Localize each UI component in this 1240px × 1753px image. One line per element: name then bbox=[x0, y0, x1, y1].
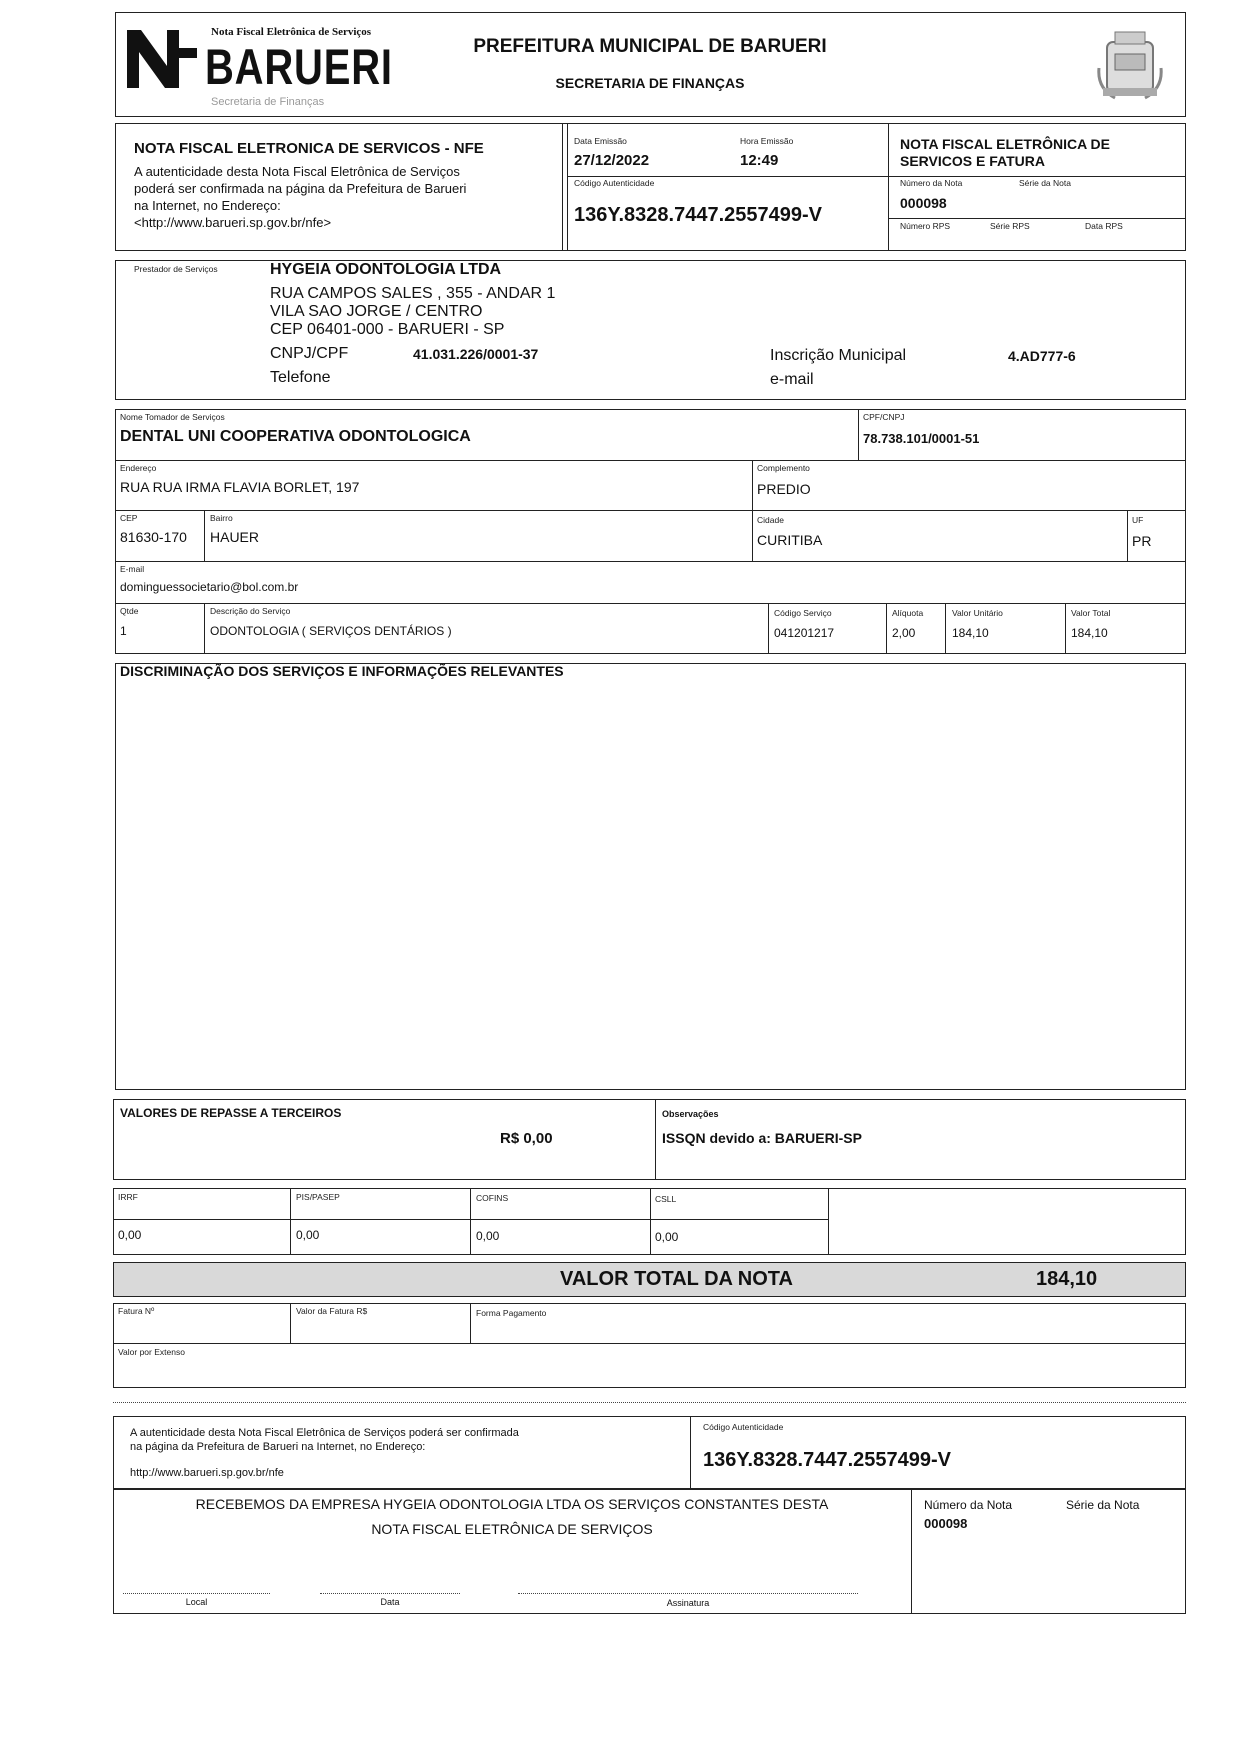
divider bbox=[115, 510, 1186, 511]
tomador-cidade-label: Cidade bbox=[757, 515, 784, 525]
data-emissao-label: Data Emissão bbox=[574, 136, 627, 146]
qtde-label: Qtde bbox=[120, 606, 139, 616]
divider bbox=[115, 561, 1186, 562]
fatura-box bbox=[113, 1303, 1186, 1388]
tomador-cep: 81630-170 bbox=[120, 529, 187, 545]
valor-total-value: 184,10 bbox=[1071, 626, 1108, 640]
nfe-right-title2: SERVICOS E FATURA bbox=[900, 153, 1045, 169]
valor-total-nota-label: VALOR TOTAL DA NOTA bbox=[560, 1268, 793, 1290]
irrf-value: 0,00 bbox=[118, 1228, 142, 1242]
divider bbox=[690, 1416, 691, 1489]
prestador-nome: HYGEIA ODONTOLOGIA LTDA bbox=[270, 261, 502, 278]
csll-value: 0,00 bbox=[655, 1230, 679, 1244]
observacoes-value: ISSQN devido a: BARUERI-SP bbox=[662, 1130, 862, 1146]
nfe-text-line2: poderá ser confirmada na página da Prefeitura de Barueri bbox=[134, 181, 467, 196]
divider bbox=[655, 1099, 656, 1180]
irrf-label: IRRF bbox=[118, 1192, 138, 1202]
canhoto-text1: A autenticidade desta Nota Fiscal Eletrônica de Serviços poderá ser confirmada bbox=[130, 1427, 519, 1439]
assinatura-line bbox=[518, 1593, 858, 1594]
qtde-value: 1 bbox=[120, 624, 127, 638]
divider bbox=[1127, 510, 1128, 561]
local-line bbox=[123, 1593, 270, 1594]
codigo-autenticidade-label: Código Autenticidade bbox=[574, 178, 655, 188]
divider bbox=[768, 603, 769, 654]
cofins-label: COFINS bbox=[476, 1193, 509, 1203]
canhoto-text2: na página da Prefeitura de Barueri na Internet, no Endereço: bbox=[130, 1441, 426, 1453]
divider bbox=[115, 603, 1186, 604]
nfe-title: NOTA FISCAL ELETRONICA DE SERVICOS - NFE bbox=[134, 140, 484, 157]
tomador-cep-label: CEP bbox=[120, 513, 138, 523]
valor-unitario-value: 184,10 bbox=[952, 626, 989, 640]
divider bbox=[562, 123, 563, 251]
logo-main-text: BARUERI bbox=[205, 39, 393, 95]
data-line bbox=[320, 1593, 460, 1594]
valor-total-label: Valor Total bbox=[1071, 608, 1111, 618]
forma-pagamento-label: Forma Pagamento bbox=[476, 1308, 547, 1318]
hora-emissao-label: Hora Emissão bbox=[740, 136, 794, 146]
tomador-uf-label: UF bbox=[1132, 515, 1144, 525]
canhoto-serie-nota-label: Série da Nota bbox=[1066, 1498, 1140, 1512]
tomador-bairro: HAUER bbox=[210, 529, 260, 545]
canhoto-codigo-value: 136Y.8328.7447.2557499-V bbox=[703, 1449, 952, 1471]
numero-rps-label: Número RPS bbox=[900, 221, 951, 231]
codigo-servico-label: Código Serviço bbox=[774, 608, 832, 618]
divider bbox=[945, 603, 946, 654]
canhoto-url: http://www.barueri.sp.gov.br/nfe bbox=[130, 1467, 284, 1479]
tomador-complemento-label: Complemento bbox=[757, 463, 810, 473]
tomador-bairro-label: Bairro bbox=[210, 513, 233, 523]
barueri-logo bbox=[125, 20, 393, 110]
tomador-endereco-label: Endereço bbox=[120, 463, 157, 473]
prestador-label: Prestador de Serviços bbox=[134, 264, 218, 274]
prestador-endereco3: CEP 06401-000 - BARUERI - SP bbox=[270, 321, 505, 338]
valor-extenso-label: Valor por Extenso bbox=[118, 1347, 185, 1357]
prestador-im-label: Inscrição Municipal bbox=[770, 347, 907, 364]
tomador-uf: PR bbox=[1132, 533, 1152, 549]
codigo-autenticidade-value: 136Y.8328.7447.2557499-V bbox=[574, 204, 823, 226]
numero-nota-value: 000098 bbox=[900, 195, 947, 211]
discriminacao-box bbox=[115, 663, 1186, 1090]
recebemos-line1: RECEBEMOS DA EMPRESA HYGEIA ODONTOLOGIA LTDA OS SERVIÇOS CONSTANTES DESTA bbox=[195, 1496, 829, 1512]
nfe-text-line4: <http://www.barueri.sp.gov.br/nfe> bbox=[134, 215, 332, 230]
cofins-value: 0,00 bbox=[476, 1229, 500, 1243]
nf-logo-icon bbox=[127, 30, 197, 90]
repasse-title: VALORES DE REPASSE A TERCEIROS bbox=[120, 1106, 342, 1120]
divider bbox=[888, 123, 889, 251]
assinatura-label: Assinatura bbox=[666, 1598, 710, 1608]
pis-pasep-label: PIS/PASEP bbox=[296, 1192, 340, 1202]
tomador-email: dominguessocietario@bol.com.br bbox=[120, 580, 299, 594]
divider bbox=[888, 218, 1186, 219]
canhoto-numero-nota-value: 000098 bbox=[924, 1516, 968, 1531]
divider bbox=[886, 603, 887, 654]
prestador-telefone-label: Telefone bbox=[270, 369, 331, 386]
municipal-coat-of-arms-icon bbox=[1095, 28, 1165, 103]
divider bbox=[752, 460, 753, 561]
tomador-cidade: CURITIBA bbox=[757, 532, 823, 548]
valor-total-nota-value: 184,10 bbox=[1036, 1268, 1098, 1290]
aliquota-value: 2,00 bbox=[892, 626, 916, 640]
divider bbox=[470, 1303, 471, 1343]
valor-unitario-label: Valor Unitário bbox=[952, 608, 1003, 618]
fatura-valor-label: Valor da Fatura R$ bbox=[296, 1306, 368, 1316]
nfe-text-line3: na Internet, no Endereço: bbox=[134, 198, 281, 213]
nfe-text-line1: A autenticidade desta Nota Fiscal Eletrônica de Serviços bbox=[134, 164, 460, 179]
page-subtitle: SECRETARIA DE FINANÇAS bbox=[555, 75, 745, 91]
divider bbox=[888, 176, 1186, 177]
cut-line bbox=[113, 1402, 1186, 1403]
divider bbox=[567, 123, 568, 251]
data-rps-label: Data RPS bbox=[1085, 221, 1123, 231]
pis-pasep-value: 0,00 bbox=[296, 1228, 320, 1242]
prestador-endereco1: RUA CAMPOS SALES , 355 - ANDAR 1 bbox=[270, 285, 556, 302]
divider bbox=[911, 1489, 912, 1614]
divider bbox=[204, 510, 205, 561]
serie-rps-label: Série RPS bbox=[990, 221, 1030, 231]
logo-top-text: Nota Fiscal Eletrônica de Serviços bbox=[211, 26, 372, 38]
divider bbox=[290, 1188, 291, 1255]
data-label: Data bbox=[380, 1597, 400, 1607]
prestador-cnpj-value: 41.031.226/0001-37 bbox=[413, 346, 539, 362]
divider bbox=[115, 460, 1186, 461]
tomador-nome: DENTAL UNI COOPERATIVA ODONTOLOGICA bbox=[120, 428, 471, 445]
tomador-cnpj-value: 78.738.101/0001-51 bbox=[863, 431, 980, 446]
divider bbox=[290, 1303, 291, 1343]
divider bbox=[858, 409, 859, 460]
discriminacao-title: DISCRIMINAÇÃO DOS SERVIÇOS E INFORMAÇÕES RELEVANTES bbox=[120, 663, 564, 679]
page-title: PREFEITURA MUNICIPAL DE BARUERI bbox=[473, 36, 827, 57]
prestador-email-label: e-mail bbox=[770, 371, 814, 388]
repasse-value: R$ 0,00 bbox=[500, 1130, 553, 1147]
local-label: Local bbox=[185, 1597, 208, 1607]
fatura-numero-label: Fatura Nº bbox=[118, 1306, 155, 1316]
observacoes-label: Observações bbox=[662, 1109, 719, 1119]
divider bbox=[470, 1188, 471, 1255]
tomador-nome-label: Nome Tomador de Serviços bbox=[120, 412, 225, 422]
prestador-endereco2: VILA SAO JORGE / CENTRO bbox=[270, 303, 483, 320]
serie-nota-label: Série da Nota bbox=[1019, 178, 1071, 188]
tomador-cnpj-label: CPF/CNPJ bbox=[863, 412, 905, 422]
recebemos-line2: NOTA FISCAL ELETRÔNICA DE SERVIÇOS bbox=[371, 1521, 653, 1537]
logo-sub-text: Secretaria de Finanças bbox=[211, 96, 325, 108]
prestador-im-value: 4.AD777-6 bbox=[1008, 348, 1076, 364]
hora-emissao-value: 12:49 bbox=[740, 152, 779, 169]
divider bbox=[1065, 603, 1066, 654]
divider bbox=[650, 1188, 651, 1255]
tomador-email-label: E-mail bbox=[120, 564, 145, 574]
descricao-value: ODONTOLOGIA ( SERVIÇOS DENTÁRIOS ) bbox=[210, 624, 452, 638]
csll-label: CSLL bbox=[655, 1194, 677, 1204]
tomador-endereco: RUA RUA IRMA FLAVIA BORLET, 197 bbox=[120, 479, 360, 495]
data-emissao-value: 27/12/2022 bbox=[574, 152, 650, 169]
divider bbox=[113, 1343, 1186, 1344]
codigo-servico-value: 041201217 bbox=[774, 626, 835, 640]
prestador-cnpj-label: CNPJ/CPF bbox=[270, 345, 349, 362]
descricao-label: Descrição do Serviço bbox=[210, 606, 291, 616]
divider bbox=[828, 1188, 829, 1255]
divider bbox=[204, 603, 205, 654]
canhoto-numero-nota-label: Número da Nota bbox=[924, 1498, 1013, 1512]
canhoto-codigo-label: Código Autenticidade bbox=[703, 1422, 784, 1432]
nfe-right-title1: NOTA FISCAL ELETRÔNICA DE bbox=[900, 136, 1110, 152]
tomador-complemento: PREDIO bbox=[757, 481, 811, 497]
divider bbox=[567, 176, 888, 177]
aliquota-label: Alíquota bbox=[892, 608, 924, 618]
numero-nota-label: Número da Nota bbox=[900, 178, 963, 188]
